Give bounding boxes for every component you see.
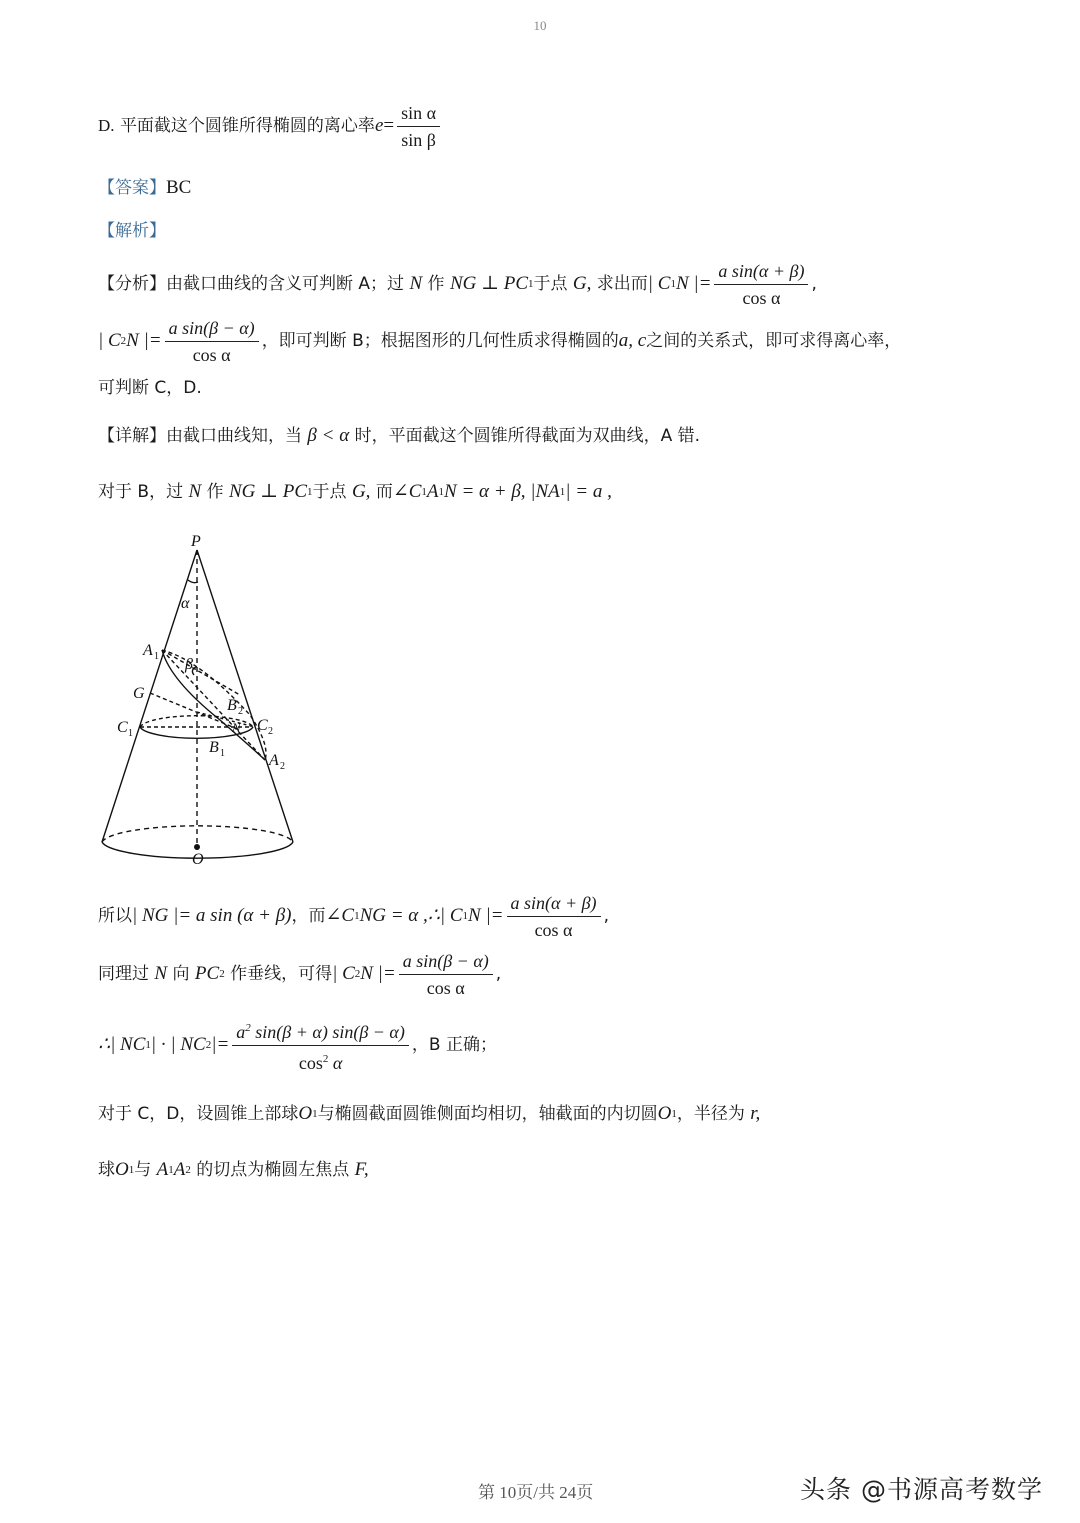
- var: F,: [354, 1159, 369, 1180]
- frac-num: a sin(β − α): [399, 950, 493, 975]
- math: O: [657, 1103, 672, 1124]
- math: | C: [332, 963, 355, 984]
- label-a2-sub: 2: [280, 761, 285, 772]
- math: N |=: [360, 963, 396, 984]
- math: O: [298, 1103, 313, 1124]
- math: ∠C: [392, 481, 422, 502]
- frac-den: cos α: [192, 344, 231, 365]
- math: a, c: [618, 330, 647, 351]
- frac-den: cos α: [426, 977, 465, 998]
- label-o: O: [192, 851, 204, 868]
- label-b2: B: [227, 697, 237, 714]
- label-b2-sub: 2: [238, 706, 243, 717]
- math: A: [426, 481, 439, 502]
- label-a1-sub: 1: [154, 651, 159, 662]
- sub: 1: [671, 1108, 677, 1120]
- answer-line: [98, 176, 191, 200]
- math: N |=: [468, 905, 504, 926]
- sub: 1: [307, 486, 313, 498]
- fenxi-line-3: 可判断 C，D.: [98, 378, 202, 398]
- label-b1-sub: 1: [220, 748, 225, 759]
- math: O: [115, 1159, 129, 1180]
- var: G,: [572, 273, 592, 294]
- var: r,: [750, 1103, 761, 1124]
- label-p: P: [191, 533, 201, 550]
- frac-num: a sin(β − α): [165, 317, 259, 342]
- sub: 1: [559, 486, 566, 498]
- for-b-line: [98, 480, 612, 504]
- sub: 1: [312, 1108, 318, 1120]
- fraction: [714, 260, 808, 309]
- frac-num: sin α: [397, 102, 440, 127]
- answer-value: BC: [166, 177, 192, 198]
- label-c2: C: [257, 717, 268, 734]
- var: N: [409, 273, 423, 294]
- sub: 2: [185, 1164, 191, 1176]
- fenxi-line-2: [98, 313, 901, 369]
- sub: 1: [462, 910, 469, 922]
- sub: 1: [421, 486, 427, 498]
- text: ，B 正确；: [411, 1035, 497, 1055]
- text: ,: [603, 906, 609, 926]
- step-2: [98, 946, 501, 1002]
- text: 与椭圆截面圆锥侧面均相切，轴截面的内切圆: [317, 1104, 658, 1124]
- frac-num: a sin(α + β): [714, 260, 808, 285]
- math: | = a ,: [565, 481, 612, 502]
- label-b1: B: [209, 739, 219, 756]
- text: 球: [98, 1160, 115, 1180]
- math: N |=: [126, 330, 162, 351]
- text: ,: [495, 964, 502, 984]
- fraction: [399, 950, 493, 999]
- text: 于点: [533, 274, 568, 294]
- fraction: [232, 1017, 409, 1074]
- math: | C: [647, 273, 671, 294]
- text: 之间的关系式，即可求得离心率，: [646, 331, 902, 351]
- var: N: [154, 963, 168, 984]
- for-cd-line: [98, 1102, 760, 1126]
- math: A: [173, 1159, 186, 1180]
- fenxi-line-1: [98, 256, 817, 312]
- text: 同理过: [98, 964, 149, 984]
- label-g: G: [133, 685, 145, 702]
- text: ，即可判断 B；根据图形的几何性质求得椭圆的: [261, 331, 619, 351]
- sub: 2: [205, 1039, 212, 1051]
- sub: 2: [120, 335, 127, 347]
- fraction: [165, 317, 259, 366]
- sup: 2: [245, 1021, 251, 1034]
- math: NG ⊥ PC: [449, 273, 528, 294]
- label-c1: C: [117, 719, 128, 736]
- text: 对于 C，D，设圆锥上部球: [98, 1104, 299, 1124]
- sub: 1: [145, 1039, 151, 1051]
- page-number: 10: [533, 18, 547, 33]
- math: N = α + β, |NA: [444, 481, 560, 502]
- text: 于点: [312, 482, 347, 502]
- frac-den: sin β: [401, 129, 436, 150]
- eccentricity-fraction: [397, 102, 440, 151]
- frac-num-b: sin(β + α) sin(β − α): [250, 1021, 405, 1042]
- label-a1: A: [143, 642, 153, 659]
- text: 的切点为椭圆左焦点: [196, 1160, 350, 1180]
- math: NG ⊥ PC: [228, 481, 308, 502]
- label-beta: β: [185, 656, 193, 673]
- cone-diagram: [90, 520, 320, 880]
- math: ∴| NC: [98, 1034, 146, 1055]
- var: G,: [351, 481, 371, 502]
- math: N |=: [675, 273, 712, 294]
- sub: 1: [128, 1164, 135, 1176]
- sub: 2: [354, 968, 361, 980]
- answer-label: 【答案】: [98, 178, 166, 198]
- equals: =: [383, 115, 395, 136]
- fenxi-label: 【分析】: [98, 274, 166, 294]
- sub: 1: [670, 278, 676, 290]
- fraction: [507, 892, 601, 941]
- var-e: e: [374, 115, 384, 136]
- label-c1-sub: 1: [128, 728, 133, 739]
- label-a2: A: [269, 752, 279, 769]
- step-3: [98, 1016, 497, 1074]
- text: ，半径为: [676, 1104, 745, 1124]
- frac-den-b: α: [328, 1052, 343, 1073]
- label-alpha: α: [181, 595, 190, 612]
- text: ,: [811, 274, 817, 294]
- analysis-label: 【解析】: [98, 221, 166, 241]
- option-d-text: 平面截这个圆锥所得椭圆的离心率: [119, 116, 375, 136]
- text: 由截口曲线知，当: [166, 426, 302, 446]
- label-n: N: [232, 720, 241, 735]
- sub: 1: [528, 278, 534, 290]
- text: 时，平面截这个圆锥所得截面为双曲线，A 错.: [354, 426, 701, 446]
- sub: 1: [438, 486, 445, 498]
- label-c2-sub: 2: [268, 726, 273, 737]
- frac-num: a sin(α + β): [507, 892, 601, 917]
- math: | NG |= a sin (α + β): [132, 905, 292, 926]
- frac-den: cos α: [742, 287, 781, 308]
- text: 由截口曲线的含义可判断 A；过: [166, 274, 405, 294]
- frac-den: cos α: [534, 919, 573, 940]
- frac-den-a: cos: [298, 1052, 323, 1073]
- text: ，而: [291, 906, 326, 926]
- sub: 1: [168, 1164, 174, 1176]
- page-footer: 第 10页/共 24页: [478, 1483, 594, 1502]
- text: 求出而: [596, 274, 648, 294]
- text: 而: [375, 482, 393, 502]
- step-1: [98, 888, 609, 944]
- option-d: [98, 98, 443, 154]
- text: 与: [134, 1160, 152, 1180]
- xiangjie-label: 【详解】: [98, 426, 166, 446]
- math: ∠C: [325, 905, 355, 926]
- sub: 1: [354, 910, 360, 922]
- math: A: [156, 1159, 169, 1180]
- var: N: [188, 481, 202, 502]
- text: 向: [172, 964, 190, 984]
- focus-line: [98, 1158, 369, 1182]
- xiangjie-line: [98, 424, 700, 448]
- math: |=: [211, 1034, 230, 1055]
- frac-num-a: a: [236, 1021, 246, 1042]
- math: NG = α ,∴| C: [359, 905, 463, 926]
- text: 作垂线，可得: [230, 964, 333, 984]
- math: PC: [194, 963, 220, 984]
- option-d-label: D.: [98, 116, 115, 135]
- text: 作: [427, 274, 445, 294]
- sub: 2: [219, 968, 225, 980]
- math: β < α: [307, 425, 350, 446]
- watermark: 头条 @书源高考数学: [800, 1475, 1043, 1504]
- text: 所以: [98, 906, 132, 926]
- text: 作: [206, 482, 224, 502]
- sup: 2: [322, 1052, 329, 1065]
- text: 对于 B，过: [98, 482, 184, 502]
- math: | · | NC: [150, 1034, 206, 1055]
- math: | C: [98, 330, 121, 351]
